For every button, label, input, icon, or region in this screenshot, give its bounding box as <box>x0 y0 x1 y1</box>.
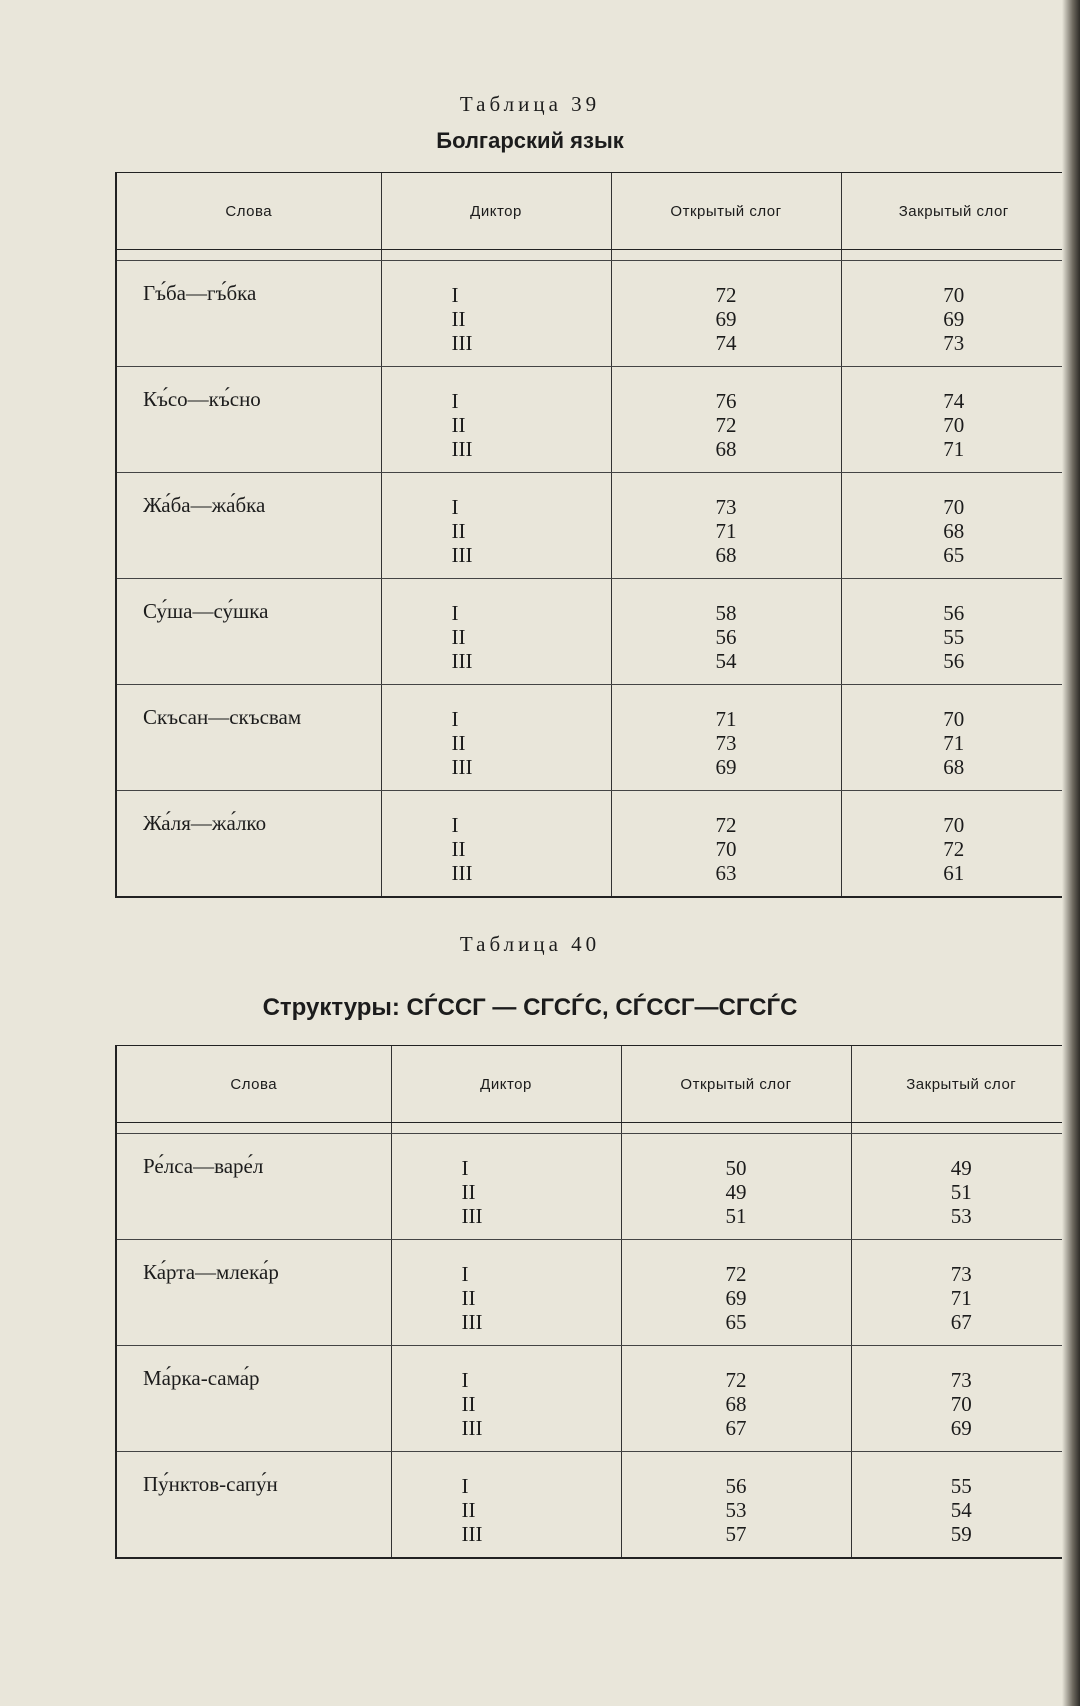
open-syllable-cell <box>611 261 841 367</box>
closed-syllable-cell-values <box>852 1452 1072 1546</box>
word-cell <box>116 1134 391 1240</box>
value: 71 <box>715 707 737 731</box>
closed-syllable-cell <box>851 1346 1071 1452</box>
value: 57 <box>725 1522 747 1546</box>
closed-syllable-cell <box>851 1134 1071 1240</box>
value: 56 <box>943 649 965 673</box>
value: 50 <box>725 1156 747 1180</box>
value: 70 <box>715 837 737 861</box>
value: I <box>451 813 459 837</box>
value: 51 <box>950 1180 972 1204</box>
speaker-cell <box>381 685 611 791</box>
value: 69 <box>715 755 737 779</box>
open-syllable-cell-values <box>622 1134 851 1228</box>
table-row <box>116 1346 1071 1452</box>
column-header-open-syllable: Открытый слог <box>611 173 841 250</box>
open-syllable-cell-values <box>612 473 841 567</box>
value: 73 <box>950 1262 972 1286</box>
value: II <box>461 1392 476 1416</box>
value: I <box>461 1156 469 1180</box>
speaker-cell <box>391 1240 621 1346</box>
word-pair: Ма́рка-сама́р <box>143 1366 260 1390</box>
table-row <box>116 791 1066 898</box>
closed-syllable-cell-values <box>852 1240 1072 1334</box>
column-header-open-syllable: Открытый слог <box>621 1046 851 1123</box>
table40-header-row <box>116 1046 1071 1123</box>
value: 74 <box>943 389 965 413</box>
word-cell <box>116 579 381 685</box>
value: 68 <box>943 755 965 779</box>
speaker-cell-values <box>382 473 611 567</box>
value: 69 <box>715 307 737 331</box>
value: 56 <box>715 625 737 649</box>
value: III <box>461 1310 483 1334</box>
value: 58 <box>715 601 737 625</box>
table39-header-row <box>116 173 1066 250</box>
word-cell <box>116 1346 391 1452</box>
closed-syllable-cell-values <box>842 579 1067 673</box>
header-gap-row <box>116 1123 1071 1134</box>
value: I <box>451 601 459 625</box>
table-row <box>116 261 1066 367</box>
word-pair: Пу́нктов-сапу́н <box>143 1472 278 1496</box>
value: I <box>461 1474 469 1498</box>
open-syllable-cell-values <box>612 367 841 461</box>
open-syllable-cell-values <box>622 1240 851 1334</box>
word-pair: Жа́ля—жа́лко <box>143 811 267 835</box>
closed-syllable-cell-values <box>842 473 1067 567</box>
table39-title: Болгарский язык <box>436 128 624 153</box>
value: 70 <box>943 813 965 837</box>
value: 54 <box>715 649 737 673</box>
value: I <box>451 283 459 307</box>
value: 70 <box>943 707 965 731</box>
value: 55 <box>950 1474 972 1498</box>
value: III <box>451 649 473 673</box>
value: 61 <box>943 861 965 885</box>
value: 49 <box>725 1180 747 1204</box>
word-pair: Ре́лса—варе́л <box>143 1154 264 1178</box>
word-pair: Къ́со—къ́сно <box>143 387 261 411</box>
column-header-speaker: Диктор <box>381 173 611 250</box>
gap-cell <box>851 1123 1071 1134</box>
value: I <box>451 389 459 413</box>
value: I <box>461 1262 469 1286</box>
speaker-cell-values <box>392 1452 621 1546</box>
value: 71 <box>715 519 737 543</box>
value: III <box>451 543 473 567</box>
value: II <box>461 1286 476 1310</box>
value: II <box>451 837 466 861</box>
open-syllable-cell-values <box>622 1346 851 1440</box>
closed-syllable-cell-values <box>842 685 1067 779</box>
value: 73 <box>715 495 737 519</box>
gap-cell <box>381 250 611 261</box>
word-pair: Гъ́ба—гъ́бка <box>143 281 257 305</box>
value: 69 <box>943 307 965 331</box>
open-syllable-cell-values <box>622 1452 851 1546</box>
value: 73 <box>715 731 737 755</box>
value: I <box>451 707 459 731</box>
table39-caption: Таблица 39 <box>459 92 601 116</box>
open-syllable-cell-values <box>612 579 841 673</box>
value: 68 <box>715 437 737 461</box>
speaker-cell <box>391 1134 621 1240</box>
word-cell <box>116 1240 391 1346</box>
table-row <box>116 579 1066 685</box>
table40-title: Структуры: СЃССГ — СГСЃС, СЃССГ—СГСЃС <box>262 994 798 1021</box>
table40-caption: Таблица 40 <box>459 932 601 956</box>
gap-cell <box>841 250 1066 261</box>
open-syllable-cell <box>611 473 841 579</box>
value: 59 <box>950 1522 972 1546</box>
closed-syllable-cell-values <box>842 261 1067 355</box>
closed-syllable-cell <box>841 579 1066 685</box>
value: 70 <box>943 413 965 437</box>
value: 56 <box>725 1474 747 1498</box>
value: 72 <box>715 283 737 307</box>
table-row <box>116 1240 1071 1346</box>
value: 72 <box>715 813 737 837</box>
value: III <box>451 861 473 885</box>
value: I <box>451 495 459 519</box>
gap-cell <box>116 250 381 261</box>
speaker-cell-values <box>382 367 611 461</box>
speaker-cell <box>381 261 611 367</box>
speaker-cell-values <box>392 1240 621 1334</box>
table-row <box>116 1134 1071 1240</box>
value: 69 <box>950 1416 972 1440</box>
value: III <box>451 755 473 779</box>
value: 68 <box>715 543 737 567</box>
value: 71 <box>950 1286 972 1310</box>
value: 55 <box>943 625 965 649</box>
open-syllable-cell <box>611 685 841 791</box>
value: III <box>461 1522 483 1546</box>
value: I <box>461 1368 469 1392</box>
column-header-speaker: Диктор <box>391 1046 621 1123</box>
value: II <box>451 731 466 755</box>
word-cell <box>116 473 381 579</box>
table-row <box>116 473 1066 579</box>
speaker-cell <box>381 791 611 898</box>
value: 53 <box>725 1498 747 1522</box>
open-syllable-cell-values <box>612 791 841 885</box>
table-row <box>116 367 1066 473</box>
column-header-words: Слова <box>116 173 381 250</box>
value: 76 <box>715 389 737 413</box>
closed-syllable-cell <box>841 261 1066 367</box>
value: II <box>461 1180 476 1204</box>
column-header-closed-syllable: Закрытый слог <box>841 173 1066 250</box>
open-syllable-cell <box>621 1346 851 1452</box>
word-cell <box>116 791 381 898</box>
value: 67 <box>950 1310 972 1334</box>
value: 73 <box>943 331 965 355</box>
value: 72 <box>725 1262 747 1286</box>
value: 54 <box>950 1498 972 1522</box>
speaker-cell <box>381 473 611 579</box>
speaker-cell-values <box>382 261 611 355</box>
value: 72 <box>943 837 965 861</box>
value: 49 <box>950 1156 972 1180</box>
table40 <box>115 1045 1071 1559</box>
speaker-cell-values <box>392 1346 621 1440</box>
value: 70 <box>950 1392 972 1416</box>
column-header-words: Слова <box>116 1046 391 1123</box>
value: III <box>451 331 473 355</box>
column-header-closed-syllable: Закрытый слог <box>851 1046 1071 1123</box>
table-row <box>116 1452 1071 1559</box>
speaker-cell-values <box>382 791 611 885</box>
open-syllable-cell <box>611 579 841 685</box>
closed-syllable-cell <box>851 1452 1071 1559</box>
word-pair: Скъсан—скъсвам <box>143 705 302 729</box>
word-cell <box>116 367 381 473</box>
value: 68 <box>725 1392 747 1416</box>
gap-cell <box>116 1123 391 1134</box>
value: 72 <box>725 1368 747 1392</box>
value: 67 <box>725 1416 747 1440</box>
gap-cell <box>621 1123 851 1134</box>
book-spine-shadow <box>1062 0 1080 1706</box>
closed-syllable-cell <box>841 367 1066 473</box>
value: III <box>451 437 473 461</box>
speaker-cell <box>381 367 611 473</box>
closed-syllable-cell-values <box>842 367 1067 461</box>
gap-cell <box>391 1123 621 1134</box>
open-syllable-cell <box>611 791 841 898</box>
value: 74 <box>715 331 737 355</box>
value: 63 <box>715 861 737 885</box>
value: 70 <box>943 283 965 307</box>
open-syllable-cell <box>621 1240 851 1346</box>
value: II <box>451 519 466 543</box>
table-row <box>116 685 1066 791</box>
value: 53 <box>950 1204 972 1228</box>
open-syllable-cell-values <box>612 685 841 779</box>
value: 71 <box>943 437 965 461</box>
open-syllable-cell <box>611 367 841 473</box>
open-syllable-cell <box>621 1134 851 1240</box>
value: 65 <box>943 543 965 567</box>
closed-syllable-cell-values <box>842 791 1067 885</box>
closed-syllable-cell-values <box>852 1346 1072 1440</box>
word-pair: Су́ша—су́шка <box>143 599 269 623</box>
value: 69 <box>725 1286 747 1310</box>
open-syllable-cell-values <box>612 261 841 355</box>
word-cell <box>116 261 381 367</box>
value: 51 <box>725 1204 747 1228</box>
word-pair: Жа́ба—жа́бка <box>143 493 266 517</box>
speaker-cell-values <box>382 579 611 673</box>
closed-syllable-cell <box>851 1240 1071 1346</box>
value: 65 <box>725 1310 747 1334</box>
speaker-cell <box>381 579 611 685</box>
word-cell <box>116 1452 391 1559</box>
value: 68 <box>943 519 965 543</box>
speaker-cell-values <box>392 1134 621 1228</box>
closed-syllable-cell <box>841 473 1066 579</box>
word-pair: Ка́рта—млека́р <box>143 1260 279 1284</box>
word-cell <box>116 685 381 791</box>
value: II <box>451 413 466 437</box>
header-gap-row <box>116 250 1066 261</box>
value: 70 <box>943 495 965 519</box>
value: III <box>461 1416 483 1440</box>
gap-cell <box>611 250 841 261</box>
open-syllable-cell <box>621 1452 851 1559</box>
value: 73 <box>950 1368 972 1392</box>
closed-syllable-cell <box>841 685 1066 791</box>
value: 72 <box>715 413 737 437</box>
value: 71 <box>943 731 965 755</box>
value: II <box>451 625 466 649</box>
value: III <box>461 1204 483 1228</box>
speaker-cell <box>391 1346 621 1452</box>
closed-syllable-cell <box>841 791 1066 898</box>
speaker-cell-values <box>382 685 611 779</box>
table39 <box>115 172 1066 898</box>
closed-syllable-cell-values <box>852 1134 1072 1228</box>
value: II <box>451 307 466 331</box>
value: II <box>461 1498 476 1522</box>
value: 56 <box>943 601 965 625</box>
speaker-cell <box>391 1452 621 1559</box>
